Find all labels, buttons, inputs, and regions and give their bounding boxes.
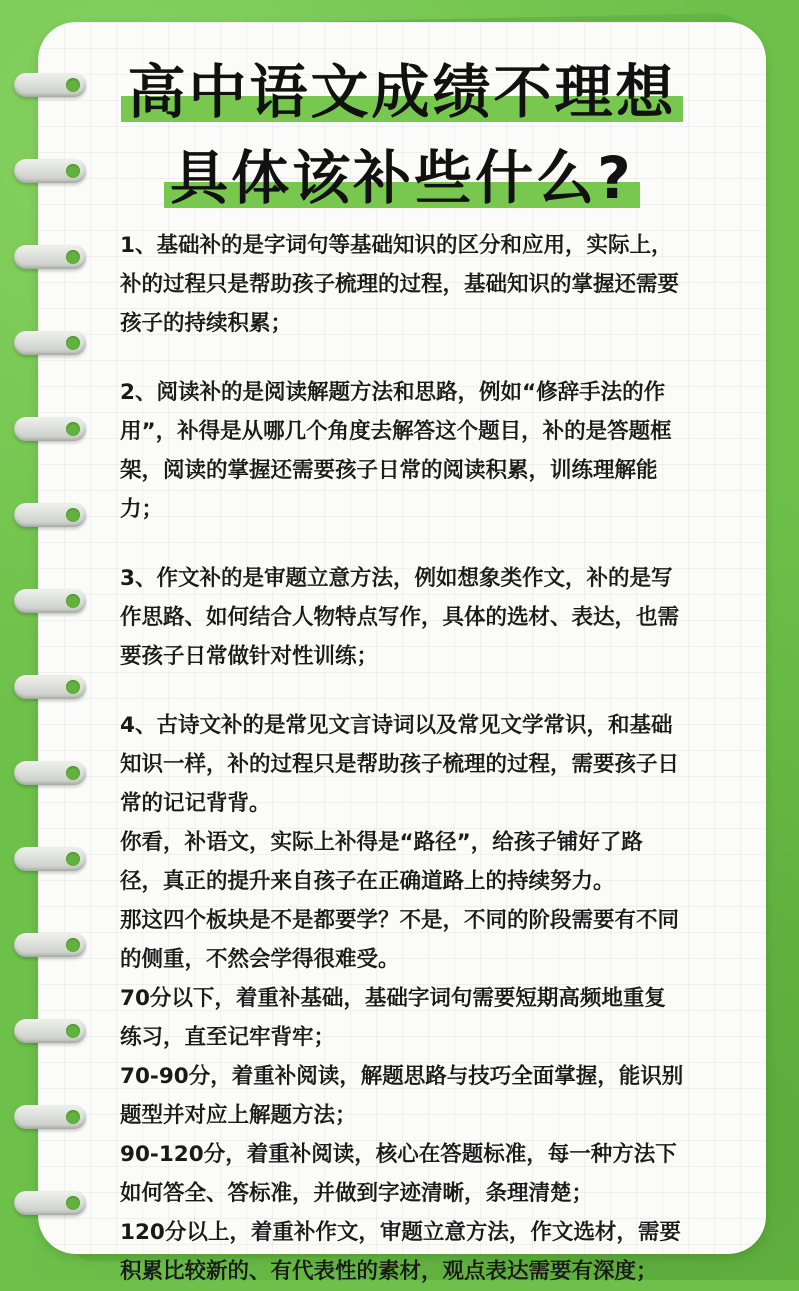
title-line-2-text: 具体该补些什么? (170, 144, 634, 212)
text-line: 120分以上，着重补作文，审题立意方法，作文选材，需要 (120, 1220, 681, 1245)
notebook-ring-icon (14, 1019, 86, 1043)
text-line: 知识一样，补的过程只是帮助孩子梳理的过程，需要孩子日 (120, 752, 680, 777)
text-line: 90-120分，着重补阅读，核心在答题标准，每一种方法下 (120, 1142, 677, 1167)
text-line: 要孩子日常做针对性训练； (120, 644, 379, 669)
title-line-1 (121, 56, 682, 128)
notebook-ring-icon (14, 331, 86, 355)
notebook-ring-icon (14, 761, 86, 785)
text-line: 那这四个板块是不是都要学？不是，不同的阶段需要有不同 (120, 908, 680, 933)
text-line: 1、基础补的是字词句等基础知识的区分和应用，实际上， (120, 233, 673, 258)
notebook-ring-icon (14, 675, 86, 699)
text-line: 3、作文补的是审题立意方法，例如想象类作文，补的是写 (120, 566, 673, 591)
section-gap (120, 676, 760, 706)
section-1 (120, 226, 760, 343)
section-gap (120, 343, 760, 373)
text-line: 积累比较新的、有代表性的素材，观点表达需要有深度； (120, 1259, 658, 1284)
section-3 (120, 559, 760, 676)
text-line: 用”，补得是从哪几个角度去解答这个题目，补的是答题框 (120, 419, 672, 444)
title-line-1-text: 高中语文成绩不理想 (127, 58, 677, 126)
text-line: 架，阅读的掌握还需要孩子日常的阅读积累，训练理解能 (120, 458, 658, 483)
section-4 (120, 706, 760, 1291)
text-line: 补的过程只是帮助孩子梳理的过程，基础知识的掌握还需要 (120, 272, 680, 297)
text-line: 你看，补语文，实际上补得是“路径”，给孩子铺好了路 (120, 830, 643, 855)
text-line: 的侧重，不然会学得很难受。 (120, 947, 400, 972)
article-body (120, 226, 760, 1291)
section-2 (120, 373, 760, 529)
title-block (38, 48, 766, 214)
text-line: 径，真正的提升来自孩子在正确道路上的持续努力。 (120, 869, 615, 894)
text-line: 常的记记背背。 (120, 791, 271, 816)
text-line: 作思路、如何结合人物特点写作，具体的选材、表达，也需 (120, 605, 680, 630)
text-line: 70-90分，着重补阅读，解题思路与技巧全面掌握，能识别 (120, 1064, 684, 1089)
section-gap (120, 529, 760, 559)
text-line: 2、阅读补的是阅读解题方法和思路，例如“修辞手法的作 (120, 380, 666, 405)
notebook-ring-icon (14, 417, 86, 441)
notebook-ring-icon (14, 847, 86, 871)
title-line-2 (164, 142, 640, 214)
notebook-ring-icon (14, 1191, 86, 1215)
notebook-ring-icon (14, 503, 86, 527)
notebook-ring-icon (14, 245, 86, 269)
text-line: 70分以下，着重补基础，基础字词句需要短期高频地重复 (120, 986, 666, 1011)
text-line: 如何答全、答标准，并做到字迹清晰，条理清楚； (120, 1181, 594, 1206)
text-line: 练习，直至记牢背牢； (120, 1025, 336, 1050)
notebook-ring-icon (14, 589, 86, 613)
text-line: 孩子的持续积累； (120, 311, 293, 336)
notebook-ring-icon (14, 1105, 86, 1129)
text-line: 4、古诗文补的是常见文言诗词以及常见文学常识，和基础 (120, 713, 673, 738)
text-line: 题型并对应上解题方法； (120, 1103, 357, 1128)
text-line: 力； (120, 497, 164, 522)
notebook-ring-icon (14, 933, 86, 957)
